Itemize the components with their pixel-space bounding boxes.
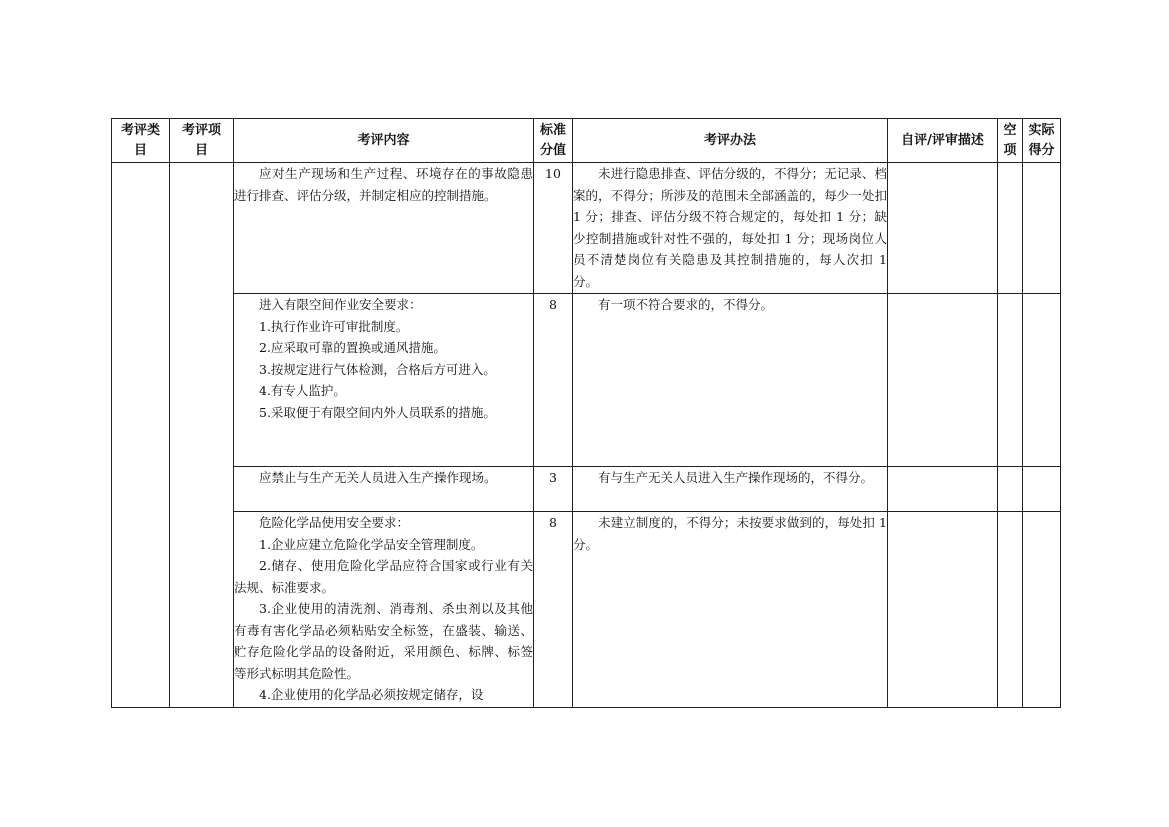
content-text: 2.储存、使用危险化学品应符合国家或行业有关法规、标准要求。: [234, 558, 533, 595]
content-text: 4.有专人监护。: [259, 383, 346, 398]
content-cell: [234, 163, 534, 294]
header-actual: 实际得分: [1023, 119, 1061, 163]
content-text: 1.企业应建立危险化学品安全管理制度。: [259, 536, 484, 552]
content-text: 进入有限空间作业安全要求：: [259, 297, 422, 312]
content-text: 3.企业使用的清洗剂、消毒剂、杀虫剂以及其他有毒有害化学品必须粘贴安全标签，在盛装、输送、贮存危险化学品的设备附近，采用颜色、标牌、标签等形式标明其危险性。: [234, 601, 533, 681]
self-eval-cell[interactable]: [888, 294, 998, 467]
table-row: [112, 163, 1061, 294]
content-cell: [234, 467, 534, 512]
score-cell: 8: [534, 512, 573, 708]
blank-cell[interactable]: [998, 512, 1023, 708]
score-cell: 8: [534, 294, 573, 467]
category-cell: [112, 163, 170, 708]
evaluation-table: [111, 118, 1061, 708]
content-text: 5.采取便于有限空间内外人员联系的措施。: [259, 404, 496, 420]
content-text: 3.按规定进行气体检测，合格后方可进入。: [259, 361, 496, 377]
header-self-eval: 自评/评审描述: [888, 119, 998, 163]
actual-score-cell[interactable]: [1023, 467, 1061, 512]
method-text: 有一项不符合要求的，不得分。: [598, 297, 774, 312]
header-item: 考评项目: [170, 119, 234, 163]
method-text: 未建立制度的，不得分；未按要求做到的，每处扣 1 分。: [573, 515, 887, 552]
content-text: 危险化学品使用安全要求：: [259, 515, 410, 530]
actual-score-cell[interactable]: [1023, 163, 1061, 294]
method-text: 未进行隐患排查、评估分级的，不得分；无记录、档案的，不得分；所涉及的范围未全部涵盖的，每少一处扣 1 分；排查、评估分级不符合规定的，每处扣 1 分；缺少控制措施或针对性不强的，每处扣 1 分；现场岗位人员不清楚岗位有关隐患及其控制措施的，每人次扣 1 分。: [573, 166, 887, 289]
self-eval-cell[interactable]: [888, 467, 998, 512]
method-cell: [573, 163, 888, 294]
item-cell: [170, 163, 234, 708]
content-cell: [234, 294, 534, 467]
blank-cell[interactable]: [998, 294, 1023, 467]
content-text: 应对生产现场和生产过程、环境存在的事故隐患进行排查、评估分级，并制定相应的控制措施。: [234, 166, 533, 203]
header-score: 标准分值: [534, 119, 573, 163]
content-text: 应禁止与生产无关人员进入生产操作现场。: [259, 470, 497, 485]
header-blank: 空项: [998, 119, 1023, 163]
table-row: [112, 294, 1061, 467]
header-method: 考评办法: [573, 119, 888, 163]
header-category: 考评类目: [112, 119, 170, 163]
method-cell: [573, 512, 888, 708]
blank-cell[interactable]: [998, 163, 1023, 294]
method-text: 有与生产无关人员进入生产操作现场的，不得分。: [598, 470, 874, 485]
method-cell: [573, 467, 888, 512]
actual-score-cell[interactable]: [1023, 294, 1061, 467]
score-cell: 10: [534, 163, 573, 294]
method-cell: [573, 294, 888, 467]
actual-score-cell[interactable]: [1023, 512, 1061, 708]
content-text: 2.应采取可靠的置换或通风措施。: [259, 340, 446, 355]
self-eval-cell[interactable]: [888, 163, 998, 294]
table-row: [112, 467, 1061, 512]
content-text: 4.企业使用的化学品必须按规定储存，设: [259, 687, 484, 702]
content-cell: [234, 512, 534, 708]
table-header-row: [112, 119, 1061, 163]
content-text: 1.执行作业许可审批制度。: [259, 318, 409, 334]
table-row: [112, 512, 1061, 708]
header-content: 考评内容: [234, 119, 534, 163]
blank-cell[interactable]: [998, 467, 1023, 512]
score-cell: 3: [534, 467, 573, 512]
self-eval-cell[interactable]: [888, 512, 998, 708]
